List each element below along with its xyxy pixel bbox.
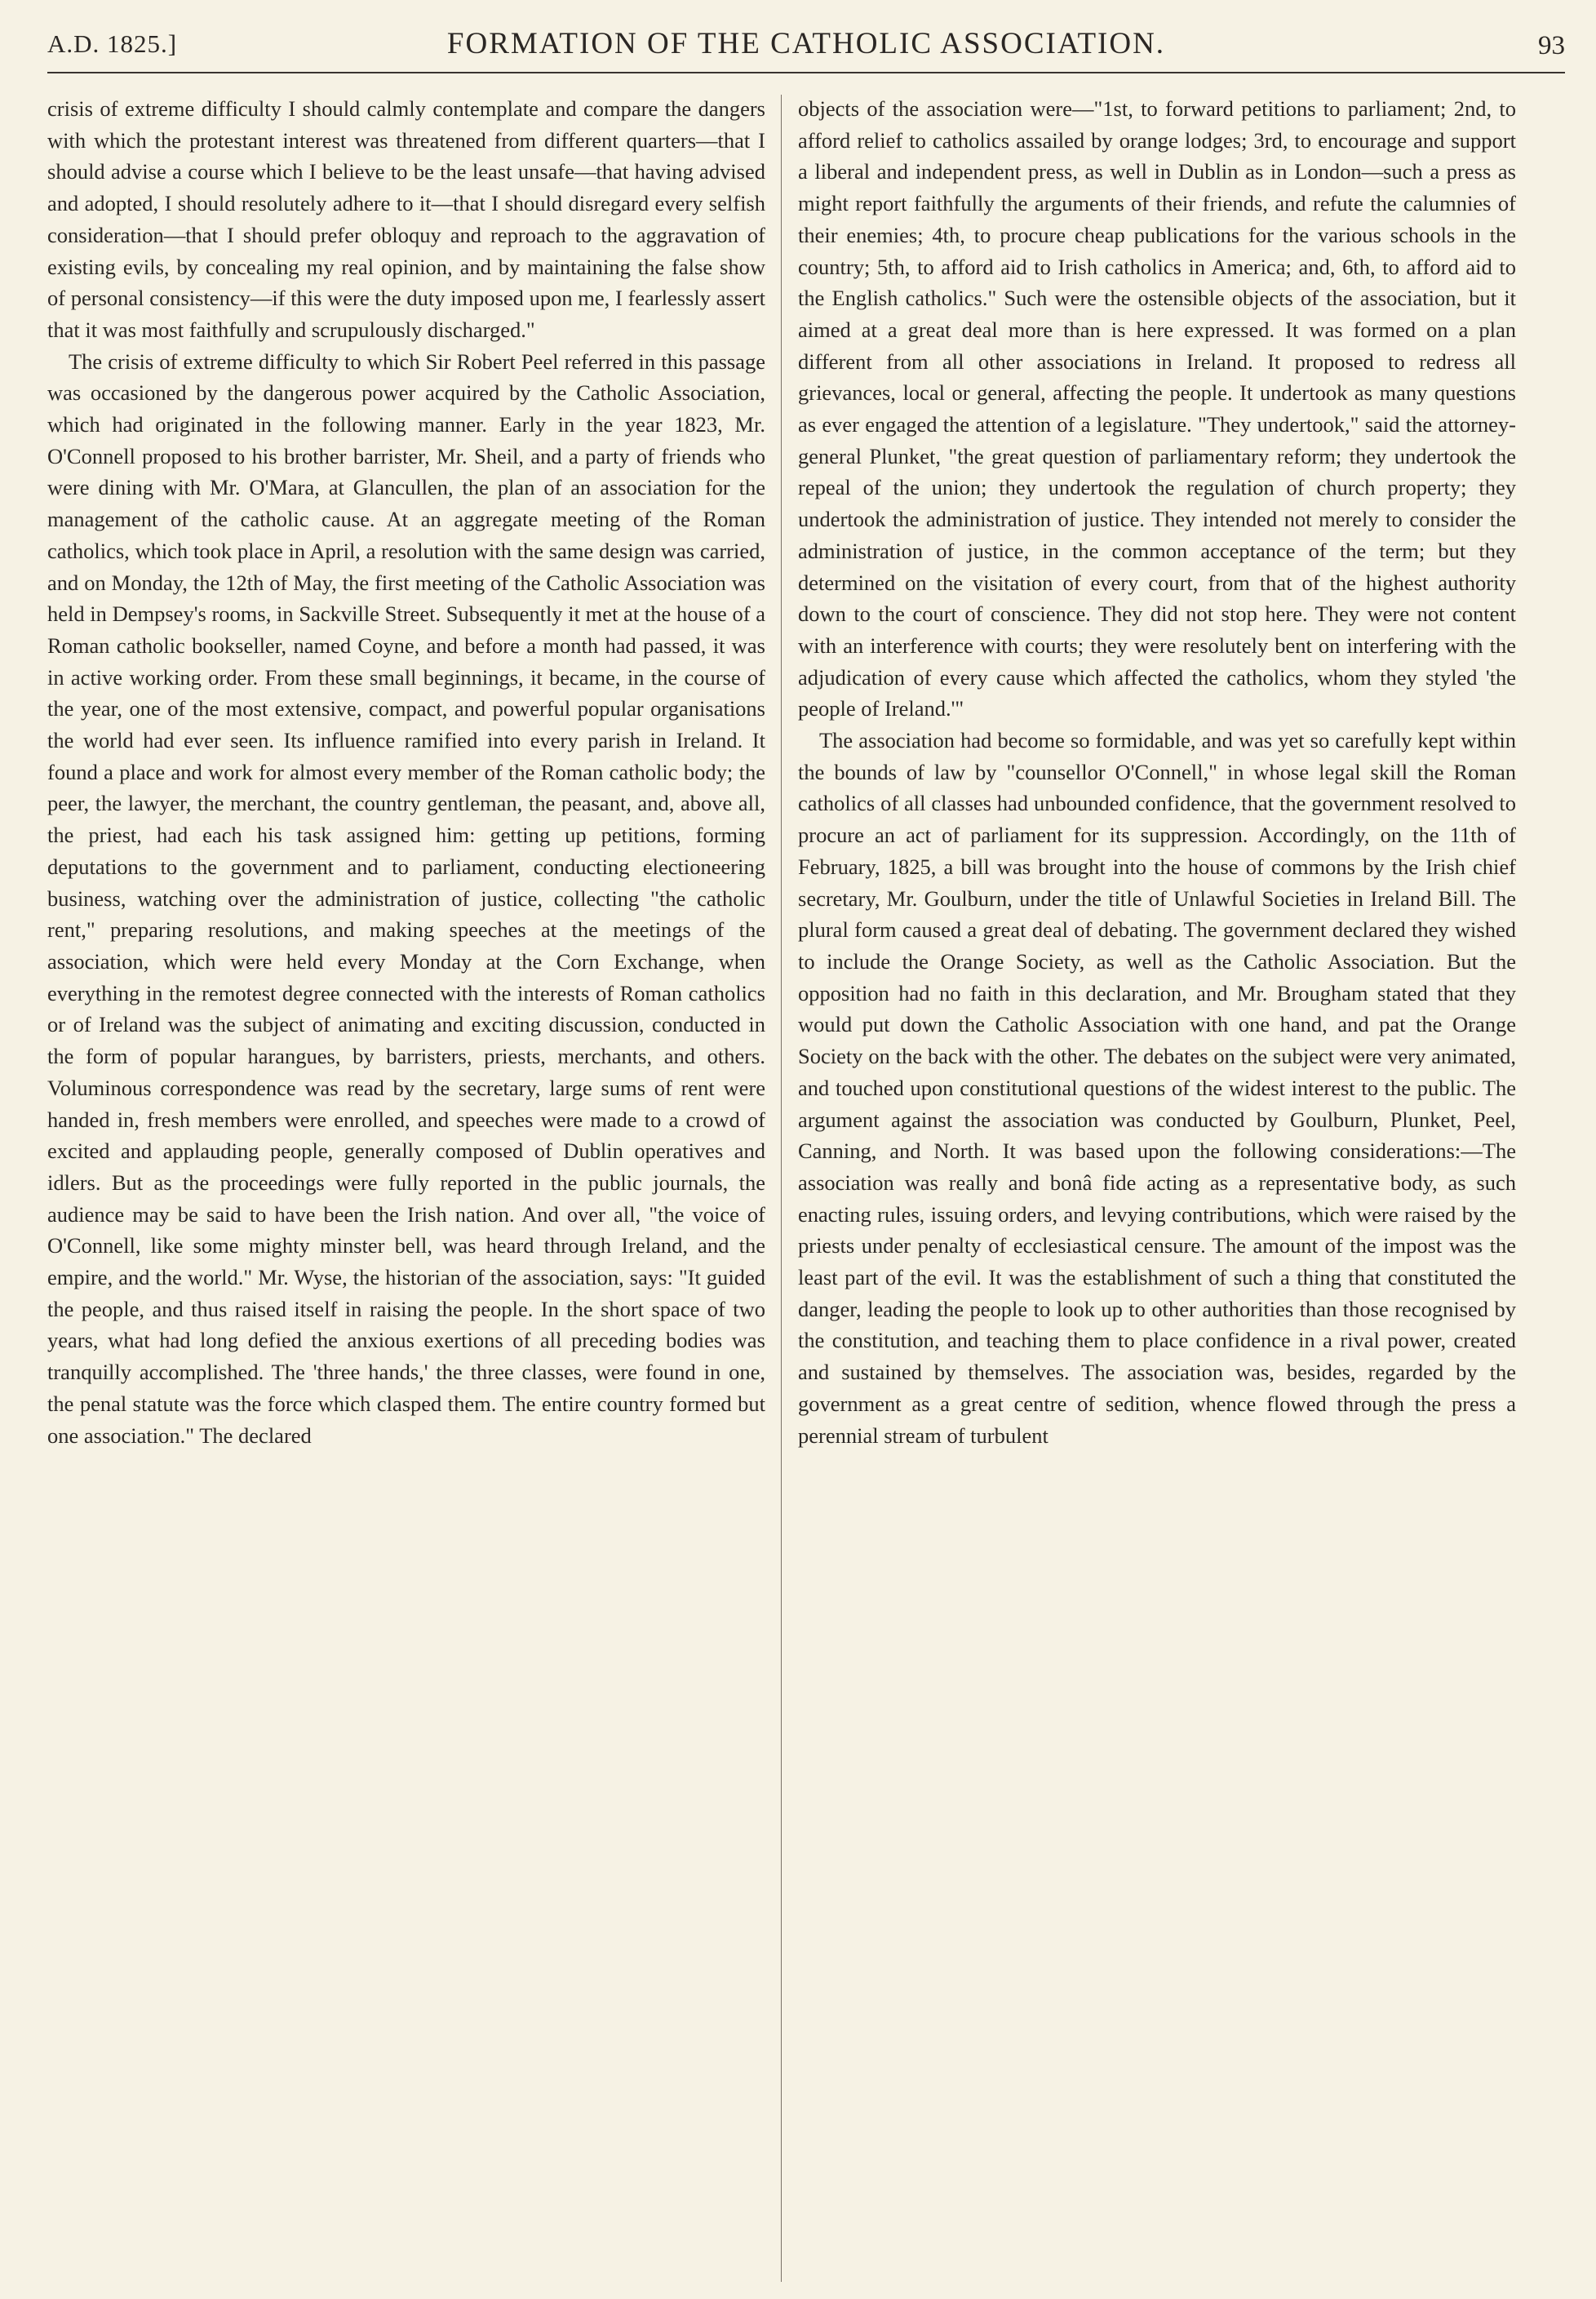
running-header — [47, 23, 1565, 73]
paragraph: crisis of extreme difficulty I should calmly contemplate and compare the dangers with which the protestant interest was threatened from different quarters—that I should advise a course which I believe to be the least unsafe—that having advised and adopted, I should resolutely adhere to it—that I should disregard every selfish consideration—that I should prefer obloquy and reproach to the aggravation of existing evils, by concealing my real opinion, and by maintaining the false show of personal consistency—if this were the duty imposed upon me, I fearlessly assert that it was most faithfully and scrupulously discharged." — [47, 96, 765, 342]
paragraph: The crisis of extreme difficulty to which Sir Robert Peel referred in this passage was occasioned by the dangerous power acquired by the Catholic Association, which had originated in the following manner. Early in the year 1823, Mr. O'Connell proposed to his brother barrister, Mr. Sheil, and a party of friends who were dining with Mr. O'Mara, at Glancullen, the plan of an association for the management of the catholic cause. At an aggregate meeting of the Roman catholics, which took place in April, a resolution with the same design was carried, and on Monday, the 12th of May, the first meeting of the Catholic Association was held in Dempsey's rooms, in Sackville Street. Subsequently it met at the house of a Roman catholic bookseller, named Coyne, and before a month had passed, it was in active working order. From these small beginnings, it became, in the course of the year, one of the most extensive, compact, and powerful popular organisations the world had ever seen. Its influence ramified into every parish in Ireland. It found a place and work for almost every member of the Roman catholic body; the peer, the lawyer, the merchant, the country gentleman, the peasant, and, above all, the priest, had each his task assigned him: getting up petitions, forming deputations to the government and to parliament, conducting electioneering business, watching over the administration of justice, collecting "the catholic rent," preparing resolutions, and making speeches at the meetings of the association, which were held every Monday at the Corn Exchange, when everything in the remotest degree connected with the interests of Roman catholics or of Ireland was the subject of animating and exciting discussion, conducted in the form of popular harangues, by barristers, priests, merchants, and others. Voluminous correspondence was read by the secretary, large sums of rent were handed in, fresh members were enrolled, and speeches were made to a crowd of excited and applauding people, generally composed of Dublin operatives and idlers. But as the proceedings were fully reported in the public journals, the audience may be said to have been the Irish nation. And over all, "the voice of O'Connell, like some mighty minster bell, was heard through Ireland, and the empire, and the world." Mr. Wyse, the historian of the association, says: "It guided the people, and thus raised itself in raising the people. In the short space of two years, what had long defied the anxious exertions of all preceding bodies was tranquilly accomplished. The 'three hands,' the three classes, were found in one, the penal statute was the force which clasped them. The entire country formed but one association." The declared — [47, 348, 765, 1448]
paragraph: The association had become so formidable, and was yet so carefully kept within the bounds of law by "counsellor O'Connell," in whose legal skill the Roman catholics of all classes had unbounded confidence, that the government resolved to procure an act of parliament for its suppression. Accordingly, on the 11th of February, 1825, a bill was brought into the house of commons by the Irish chief secretary, Mr. Goulburn, under the title of Unlawful Societies in Ireland Bill. The plural form caused a great deal of debating. The government declared they wished to include the Orange Society, as well as the Catholic Association. But the opposition had no faith in this declaration, and Mr. Brougham stated that they would put down the Catholic Association with one hand, and pat the Orange Society on the back with the other. The debates on the subject were very animated, and touched upon constitutional questions of the widest interest to the public. The argument against the association was conducted by Goulburn, Plunket, Peel, Canning, and North. It was based upon the following considerations:—The association was really and bonâ fide acting as a representative body, as such enacting rules, issuing orders, and levying contributions, which were raised by the priests under penalty of ecclesiastical censure. The amount of the impost was the least part of the evil. It was the establishment of such a thing that constituted the danger, leading the people to look up to other authorities than those recognised by the constitution, and teaching them to place confidence in a rival power, created and sustained by themselves. The association was, besides, regarded by the government as a great centre of sedition, whence flowed through the press a perennial stream of turbulent — [798, 728, 1516, 1448]
chapter-title: FORMATION OF THE CATHOLIC ASSOCIATION. — [446, 27, 1166, 60]
right-column — [798, 93, 1516, 2280]
header-date: A.D. 1825.] — [47, 29, 178, 58]
page-number: 93 — [1538, 31, 1565, 60]
paragraph: objects of the association were—"1st, to forward petitions to parliament; 2nd, to afford relief to catholics assailed by orange lodges; 3rd, to encourage and support a liberal and independent press, as well in Dublin as in London—such a press as might report faithfully the arguments of their friends, and refute the calumnies of their enemies; 4th, to procure cheap publications for the various schools in the country; 5th, to afford aid to Irish catholics in America; and, 6th, to afford aid to the English catholics." Such were the ostensible objects of the association, but it aimed at a great deal more than is here expressed. It was formed on a plan different from all other associations in Ireland. It proposed to redress all grievances, local or general, affecting the people. It undertook as many questions as ever engaged the attention of a legislature. "They undertook," said the attorney-general Plunket, "the great question of parliamentary reform; they undertook the repeal of the union; they undertook the regulation of church property; they undertook the administration of justice. They intended not merely to consider the administration of justice, in the common acceptance of the term; but they determined on the visitation of every court, from that of the highest authority down to the court of conscience. They did not stop here. They were not content with an interference with courts; they were resolutely bent on interfering with the adjudication of every cause which affected the catholics, whom they styled 'the people of Ireland.'" — [798, 96, 1516, 721]
left-column — [47, 93, 765, 2280]
column-divider — [781, 95, 782, 2282]
